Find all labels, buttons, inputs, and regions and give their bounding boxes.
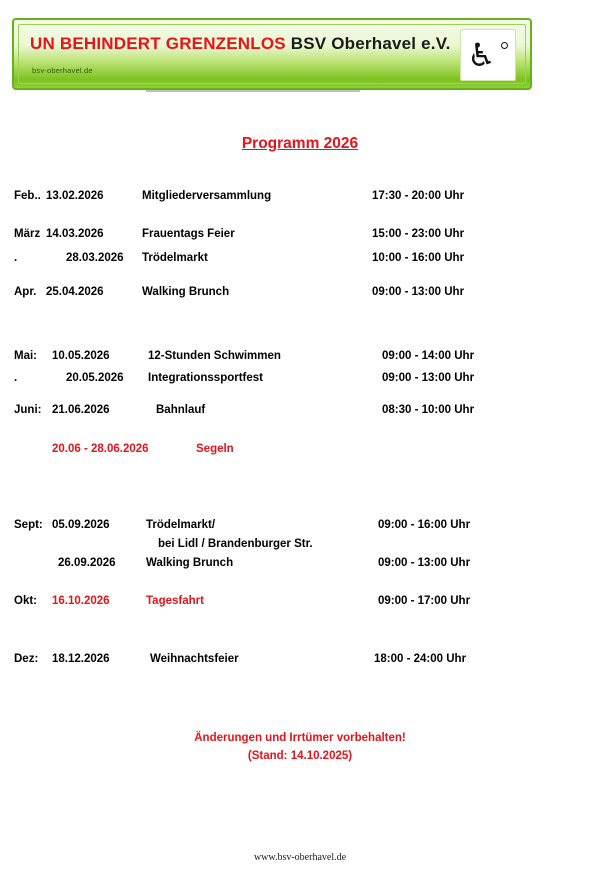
row-month: Mai:	[14, 350, 37, 362]
row-event: Bahnlauf	[156, 404, 206, 416]
table-row	[0, 190, 600, 208]
row-month: Okt:	[14, 595, 37, 607]
table-row	[0, 252, 600, 270]
row-date: 14.03.2026	[46, 228, 104, 240]
row-time: 18:00 - 24:00 Uhr	[374, 653, 467, 665]
row-time: 17:30 - 20:00 Uhr	[372, 190, 465, 202]
row-date: 28.03.2026	[66, 252, 124, 264]
table-row	[0, 404, 600, 422]
row-month: .	[14, 372, 18, 384]
table-row	[0, 519, 600, 537]
wheelchair-sport-icon: ♿	[467, 36, 496, 74]
row-month: Juni:	[14, 404, 42, 416]
banner-website-text: bsv-oberhavel.de	[32, 66, 93, 75]
row-event: Tagesfahrt	[146, 595, 204, 607]
row-time: 09:00 - 13:00 Uhr	[372, 286, 465, 298]
club-logo	[460, 29, 516, 81]
row-event: Trödelmarkt/	[146, 519, 216, 531]
row-date: 10.05.2026	[52, 350, 110, 362]
row-month: März	[14, 228, 41, 240]
row-date: 21.06.2026	[52, 404, 110, 416]
table-row	[0, 557, 600, 575]
disclaimer-line-2: (Stand: 14.10.2025)	[247, 750, 353, 762]
row-date: 26.09.2026	[58, 557, 116, 569]
row-date: 13.02.2026	[46, 190, 104, 202]
footer-website: www.bsv-oberhavel.de	[253, 852, 347, 863]
row-time: 09:00 - 17:00 Uhr	[378, 595, 471, 607]
banner-title	[30, 34, 451, 54]
row-date: 20.06 - 28.06.2026	[52, 443, 149, 455]
row-date: 25.04.2026	[46, 286, 104, 298]
logo-circle-icon	[501, 42, 508, 49]
header-banner	[12, 18, 532, 90]
table-row	[0, 595, 600, 613]
row-event: Integrationssportfest	[148, 372, 264, 384]
row-event: Walking Brunch	[142, 286, 230, 298]
row-event: Mitgliederversammlung	[142, 190, 272, 202]
row-date: 16.10.2026	[52, 595, 110, 607]
row-time: 09:00 - 14:00 Uhr	[382, 350, 475, 362]
row-month: Feb..	[14, 190, 41, 202]
row-event: Walking Brunch	[146, 557, 234, 569]
row-event-subline: bei Lidl / Brandenburger Str.	[158, 538, 313, 550]
row-event: Frauentags Feier	[142, 228, 235, 240]
row-event: Segeln	[196, 443, 234, 455]
table-row	[0, 653, 600, 671]
row-date: 05.09.2026	[52, 519, 110, 531]
row-event: 12-Stunden Schwimmen	[148, 350, 281, 362]
row-time: 09:00 - 13:00 Uhr	[378, 557, 471, 569]
disclaimer-line-1: Änderungen und Irrtümer vorbehalten!	[194, 732, 406, 744]
row-time: 08:30 - 10:00 Uhr	[382, 404, 475, 416]
row-date: 20.05.2026	[66, 372, 124, 384]
banner-shadow-line	[146, 90, 360, 92]
row-month: Dez:	[14, 653, 39, 665]
banner-inner-border	[18, 24, 526, 84]
table-row	[0, 286, 600, 304]
table-row	[0, 372, 600, 390]
row-time: 10:00 - 16:00 Uhr	[372, 252, 465, 264]
row-event: Weihnachtsfeier	[150, 653, 239, 665]
row-month: .	[14, 252, 18, 264]
row-month: Sept:	[14, 519, 43, 531]
row-date: 18.12.2026	[52, 653, 110, 665]
row-event: Trödelmarkt	[142, 252, 208, 264]
row-time: 09:00 - 13:00 Uhr	[382, 372, 475, 384]
table-row	[0, 228, 600, 246]
table-row	[0, 350, 600, 368]
row-month: Apr.	[14, 286, 37, 298]
row-time: 09:00 - 16:00 Uhr	[378, 519, 471, 531]
row-time: 15:00 - 23:00 Uhr	[372, 228, 465, 240]
banner-title-dark: BSV Oberhavel e.V.	[290, 34, 451, 53]
page-title: Programm 2026	[241, 135, 359, 152]
banner-title-red: UN BEHINDERT GRENZENLOS	[30, 34, 286, 53]
